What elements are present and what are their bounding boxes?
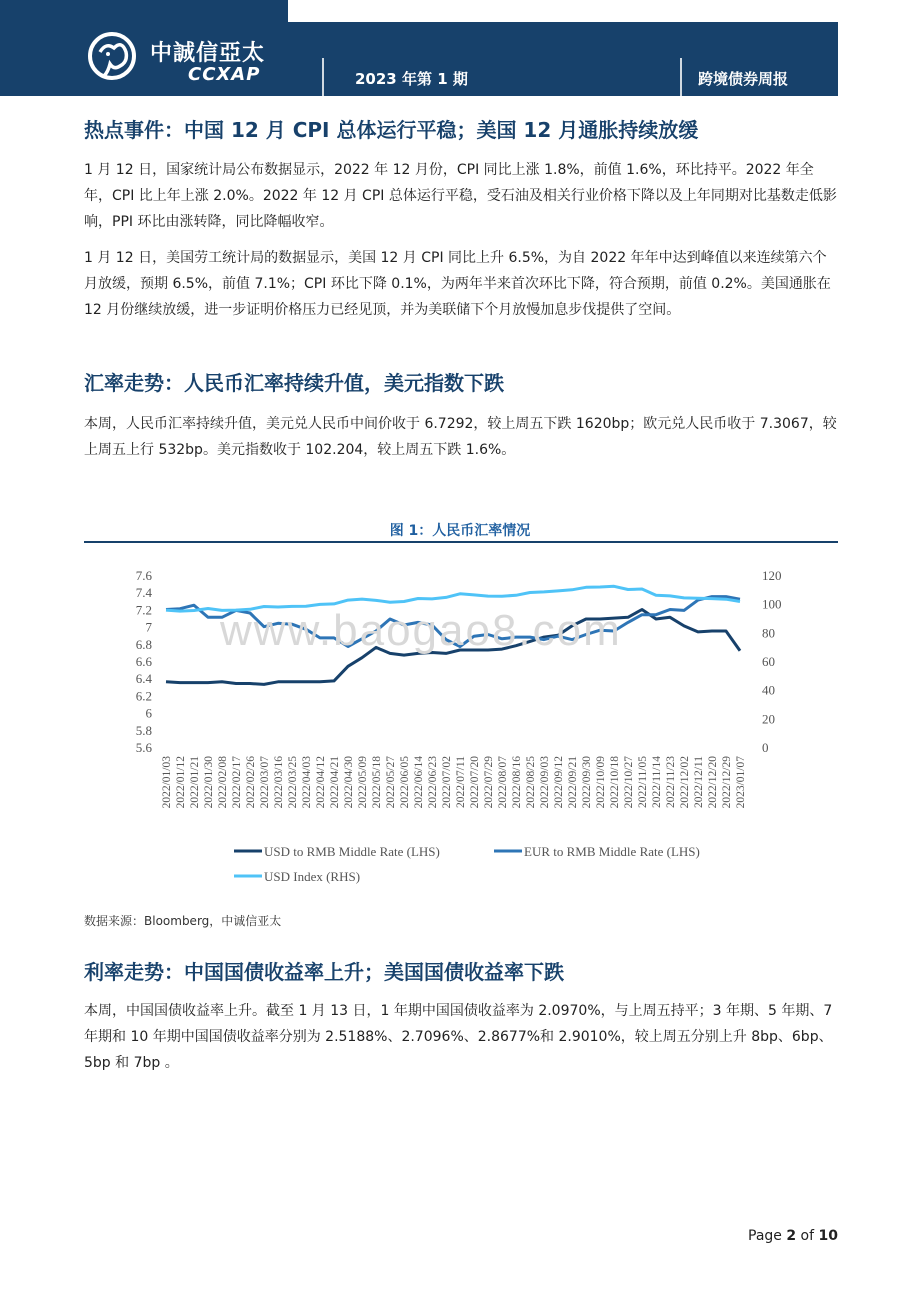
x-tick-label: 2022/03/16 <box>273 756 285 809</box>
x-tick-label: 2022/09/30 <box>581 756 593 809</box>
chart-svg <box>84 548 838 898</box>
y-left-tick-label: 7.6 <box>135 568 152 583</box>
x-tick-label: 2022/08/16 <box>511 756 523 809</box>
page-header <box>0 0 920 96</box>
y-left-tick-label: 5.6 <box>135 740 152 755</box>
issue-number: 2023 年第 1 期 <box>355 70 468 88</box>
figure-title: 图 1：人民币汇率情况 <box>389 523 531 539</box>
figure-rule <box>84 541 838 543</box>
page-mid: of <box>796 1228 819 1244</box>
x-tick-label: 2022/11/23 <box>665 756 677 808</box>
exchange-rate-chart <box>84 548 838 898</box>
x-tick-label: 2022/02/17 <box>231 756 243 809</box>
y-left-tick-label: 5.8 <box>135 722 152 738</box>
x-tick-label: 2022/04/30 <box>343 756 355 809</box>
x-tick-label: 2022/09/21 <box>567 756 579 809</box>
y-right-tick-label: 100 <box>762 596 782 612</box>
x-tick-label: 2022/05/09 <box>357 756 369 809</box>
x-tick-label: 2022/04/03 <box>301 756 313 809</box>
y-left-tick-label: 6.2 <box>135 688 152 704</box>
x-tick-label: 2022/08/07 <box>497 756 509 809</box>
x-tick-label: 2022/09/03 <box>539 756 551 809</box>
legend-label: USD Index (RHS) <box>264 869 361 884</box>
x-tick-label: 2022/01/21 <box>189 756 201 809</box>
paragraph: 本周，中国国债收益率上升。截至 1 月 13 日，1 年期中国国债收益率为 2.0970%，与上周五持平；3 年期、5 年期、7 年期和 10 年期中国国债收益率分别为 2.5188%、2.7096%、2.8677%和 2.9010%，较上周五分别上升 8bp、6bp、5bp 和 7bp 。 <box>84 1003 833 1071</box>
x-tick-label: 2022/05/18 <box>371 756 383 809</box>
y-left-tick-label: 6 <box>145 705 152 721</box>
y-right-tick-label: 0 <box>762 740 769 755</box>
x-tick-label: 2022/12/11 <box>693 756 705 808</box>
x-tick-label: 2022/06/05 <box>399 756 411 809</box>
x-tick-label: 2022/02/26 <box>245 756 257 809</box>
legend-label: EUR to RMB Middle Rate (LHS) <box>524 844 700 859</box>
y-left-tick-label: 6.6 <box>135 654 152 669</box>
x-tick-label: 2022/12/20 <box>707 756 719 809</box>
page-prefix: Page <box>748 1228 787 1244</box>
section-title-exchange-rate: 汇率走势：人民币汇率持续升值，美元指数下跌 <box>84 371 504 395</box>
x-tick-label: 2022/12/29 <box>721 756 733 809</box>
x-tick-label: 2022/01/03 <box>161 756 173 809</box>
page-number <box>748 1228 838 1244</box>
x-tick-label: 2022/10/09 <box>595 756 607 809</box>
brand-name-en: CCXAP <box>188 64 261 85</box>
x-tick-label: 2022/11/05 <box>637 756 649 808</box>
paragraph: 1 月 12 日，国家统计局公布数据显示，2022 年 12 月份，CPI 同比上涨 1.8%，前值 1.6%，环比持平。2022 年全年，CPI 比上年上涨 2.0%。2022 年 12 月 CPI 总体运行平稳，受石油及相关行业价格下降以及上年同期对比基数走低影响，PPI 环比由涨转降，同比降幅收窄。 <box>84 162 837 230</box>
header-divider <box>680 58 682 96</box>
figure-source: 数据来源：Bloomberg，中诚信亚太 <box>84 914 282 928</box>
x-tick-label: 2022/09/12 <box>553 756 565 809</box>
paragraph: 本周，人民币汇率持续升值，美元兑人民币中间价收于 6.7292，较上周五下跌 1620bp；欧元兑人民币收于 7.3067，较上周五上行 532bp。美元指数收于 102.204，较上周五下跌 1.6%。 <box>84 416 837 458</box>
header-divider <box>322 58 324 96</box>
elephant-logo-icon <box>84 30 140 84</box>
x-tick-label: 2022/02/08 <box>217 756 229 809</box>
y-left-tick-label: 7 <box>145 619 152 635</box>
y-right-tick-label: 80 <box>762 625 775 641</box>
x-tick-label: 2022/08/25 <box>525 756 537 809</box>
y-right-tick-label: 40 <box>762 682 775 698</box>
section-title-interest-rate: 利率走势：中国国债收益率上升；美国国债收益率下跌 <box>84 960 564 984</box>
x-tick-label: 2022/01/30 <box>203 756 215 809</box>
report-name: 跨境债券周报 <box>698 70 789 88</box>
x-tick-label: 2022/12/02 <box>679 756 691 809</box>
page-total: 10 <box>818 1228 838 1244</box>
y-left-tick-label: 6.4 <box>135 671 152 687</box>
x-tick-label: 2022/04/21 <box>329 756 341 809</box>
x-tick-label: 2022/06/14 <box>413 756 425 809</box>
x-tick-label: 2022/03/07 <box>259 756 271 809</box>
y-right-tick-label: 120 <box>762 568 782 583</box>
x-tick-label: 2022/07/20 <box>469 756 481 809</box>
x-tick-label: 2022/07/29 <box>483 756 495 809</box>
brand-name-cn: 中誠信亞太 <box>150 41 266 66</box>
y-left-tick-label: 6.8 <box>135 636 152 652</box>
x-tick-label: 2022/03/25 <box>287 756 299 809</box>
x-tick-label: 2022/04/12 <box>315 756 327 809</box>
x-tick-label: 2022/01/12 <box>175 756 187 809</box>
section-title-hot-events: 热点事件：中国 12 月 CPI 总体运行平稳；美国 12 月通胀持续放缓 <box>84 118 699 142</box>
y-left-tick-label: 7.2 <box>135 602 152 618</box>
legend-label: USD to RMB Middle Rate (LHS) <box>264 844 440 859</box>
x-tick-label: 2022/11/14 <box>651 756 663 808</box>
x-tick-label: 2022/05/27 <box>385 756 397 809</box>
x-tick-label: 2023/01/07 <box>735 756 747 809</box>
y-right-tick-label: 60 <box>762 654 775 669</box>
y-right-tick-label: 20 <box>762 711 775 727</box>
page-current: 2 <box>786 1228 797 1244</box>
x-tick-label: 2022/07/02 <box>441 756 453 809</box>
y-left-tick-label: 7.4 <box>135 585 152 601</box>
x-tick-label: 2022/07/11 <box>455 756 467 808</box>
x-tick-label: 2022/10/27 <box>623 756 635 809</box>
x-tick-label: 2022/10/18 <box>609 756 621 809</box>
paragraph: 1 月 12 日，美国劳工统计局的数据显示，美国 12 月 CPI 同比上升 6.5%，为自 2022 年年中达到峰值以来连续第六个月放缓，预期 6.5%，前值 7.1%；CPI 环比下降 0.1%，为两年半来首次环比下降，符合预期，前值 0.2%。美国通胀在 12 月份继续放缓，进一步证明价格压力已经见顶，并为美联储下个月放慢加息步伐提供了空间。 <box>84 250 831 318</box>
x-tick-label: 2022/06/23 <box>427 756 439 809</box>
watermark: www.baogao8.com <box>220 606 622 655</box>
